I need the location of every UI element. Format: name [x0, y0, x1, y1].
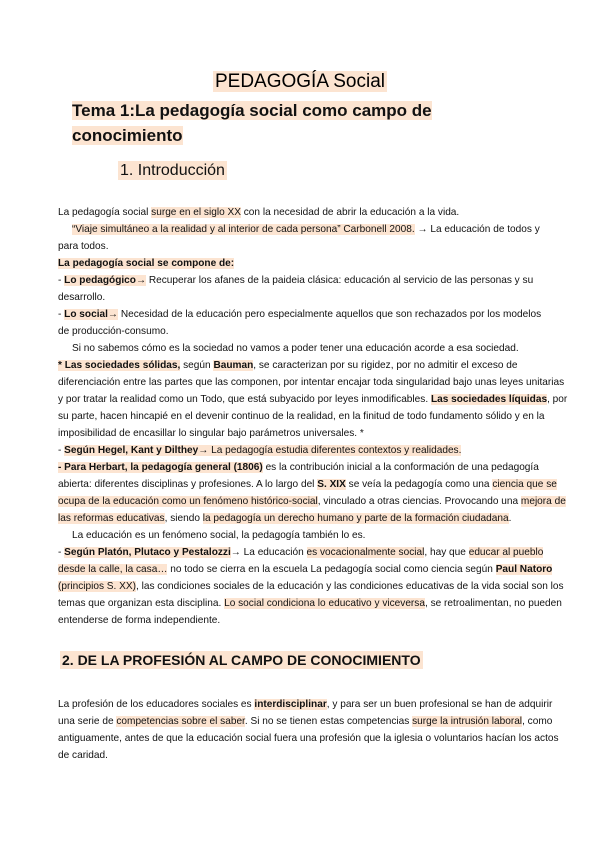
text-segment: con la necesidad de abrir la educación a la vida.: [240, 207, 460, 218]
text-segment: abierta: diferentes disciplinas y profesiones. A lo largo del: [58, 479, 318, 490]
text-segment: → La educación de todos y: [414, 224, 540, 235]
highlighted-text: mejora de: [520, 496, 566, 507]
text-segment: , las condiciones sociales de la educación y las condiciones educativas de la vida social son los: [135, 581, 564, 592]
text-segment: desarrollo.: [58, 292, 106, 303]
text-line: [58, 358, 518, 373]
highlighted-text: → La pedagogía estudia diferentes contextos y realidades.: [198, 445, 462, 456]
text-segment: , como: [522, 716, 553, 727]
highlighted-text: las reformas educativas: [58, 513, 165, 524]
text-segment: entenderse de forma independiente.: [58, 615, 221, 626]
highlighted-text: Según Platón, Plutaco y Pestalozzi: [64, 547, 231, 558]
text-line: [58, 494, 566, 509]
text-line: [58, 392, 567, 407]
text-segment: La pedagogía social: [58, 207, 152, 218]
text-segment: -: [58, 309, 65, 320]
section2-heading: 2. DE LA PROFESIÓN AL CAMPO DE CONOCIMIENTO: [62, 652, 421, 668]
text-segment: y por tratar la realidad como un Todo, que está subyacido por leyes inmodificables.: [58, 394, 431, 405]
text-segment: su parte, hacen hincapié en el devenir continuo de la realidad, en la finitud de todo fundamento sólido y en la: [58, 411, 545, 422]
highlighted-text: ocupa de la educación como un fenómeno histórico-social: [58, 496, 318, 507]
highlighted-text: “Viaje simultáneo a la realidad y al interior de cada persona” Carbonell 2008.: [72, 224, 415, 235]
text-line: [58, 545, 543, 560]
text-segment: Necesidad de la educación pero especialmente aquellos que son rechazados por los modelos: [118, 309, 542, 320]
text-line: [58, 273, 533, 288]
text-segment: -: [58, 275, 65, 286]
text-line: [58, 239, 109, 254]
text-line: [58, 290, 105, 305]
text-line: [58, 596, 562, 611]
highlighted-text: es vocacionalmente social: [306, 547, 425, 558]
text-line: [58, 375, 564, 390]
text-segment: diferenciación entre las partes que las componen, por intentar encajar toda singularidad bajo unas leyes unitarias: [58, 377, 565, 388]
text-segment: -: [58, 445, 65, 456]
highlighted-text: Las sociedades líquidas: [430, 394, 548, 405]
text-line: [58, 256, 234, 271]
highlighted-text: la pedagogía un derecho humano y parte de la formación ciudadana: [202, 513, 509, 524]
text-line: [72, 222, 540, 237]
highlighted-text: - Para Herbart, la pedagogía general (1806): [58, 462, 263, 473]
highlighted-text: competencias sobre el saber: [116, 716, 245, 727]
text-line: [58, 460, 539, 475]
highlighted-text: surge la intrusión laboral: [412, 716, 523, 727]
text-segment: para todos.: [58, 241, 109, 252]
text-segment: antiguamente, antes de que la educación social fuera una profesión que la iglesia o voluntarios hacían los actos: [58, 733, 559, 744]
highlighted-text: La pedagogía social se compone de:: [58, 258, 235, 269]
text-line: [58, 426, 364, 441]
text-line: [72, 341, 519, 356]
highlighted-text: Según Hegel, Kant y Dilthey: [64, 445, 199, 456]
text-line: [58, 748, 108, 763]
text-segment: , y para ser un buen profesional se han de adquirir: [326, 699, 553, 710]
text-line: [58, 443, 461, 458]
text-line: [58, 511, 511, 526]
text-line: [58, 714, 552, 729]
text-line: [58, 477, 557, 492]
text-segment: , hay que: [424, 547, 469, 558]
text-segment: , se caracterizan por su rigidez, por no admitir el exceso de: [253, 360, 518, 371]
intro-heading: 1. Introducción: [120, 162, 225, 179]
text-segment: una serie de: [58, 716, 117, 727]
highlighted-text: desde la calle, la casa…: [58, 564, 168, 575]
highlighted-text: Paul Natoro: [495, 564, 553, 575]
text-segment: de producción-consumo.: [58, 326, 169, 337]
text-segment: -: [58, 547, 65, 558]
highlighted-text: Bauman: [213, 360, 254, 371]
text-segment: La educación es un fenómeno social, la pedagogía también lo es.: [72, 530, 366, 541]
text-line: [58, 613, 220, 628]
text-segment: Recuperar los afanes de la paideia clásica: educación al servicio de las personas y su: [146, 275, 534, 286]
text-line: [58, 205, 459, 220]
text-line: [58, 409, 545, 424]
text-segment: se veía la pedagogía como una: [345, 479, 493, 490]
text-segment: , siendo: [164, 513, 203, 524]
text-segment: , se retroalimentan, no pueden: [424, 598, 562, 609]
text-segment: es la contribución inicial a la conformación de una pedagogía: [262, 462, 539, 473]
highlighted-text: Lo social condiciona lo educativo y viceversa: [224, 598, 425, 609]
tema-heading: Tema 1:La pedagogía social como campo de conocimiento: [72, 101, 432, 145]
highlighted-text: Lo pedagógico→: [64, 275, 147, 286]
text-segment: . Si no se tienen estas competencias: [244, 716, 413, 727]
highlighted-text: educar al pueblo: [468, 547, 544, 558]
text-line: [58, 324, 169, 339]
text-line: [58, 307, 541, 322]
text-line: [58, 731, 559, 746]
text-segment: , vinculado a otras ciencias. Provocando una: [317, 496, 521, 507]
text-segment: no todo se cierra en la escuela La pedagogía social como ciencia según: [167, 564, 496, 575]
text-segment: imposibilidad de encasillar lo singular bajo parámetros universales. *: [58, 428, 364, 439]
text-segment: de caridad.: [58, 750, 108, 761]
highlighted-text: (principios S. XX): [58, 581, 136, 592]
highlighted-text: Lo social→: [64, 309, 119, 320]
highlighted-text: ciencia que se: [492, 479, 557, 490]
text-segment: .: [508, 513, 512, 524]
document-title: PEDAGOGÍA Social: [214, 71, 385, 92]
text-line: [58, 579, 564, 594]
text-line: [72, 528, 365, 543]
highlighted-text: interdisciplinar: [254, 699, 327, 710]
text-segment: , por: [547, 394, 568, 405]
text-segment: según: [180, 360, 214, 371]
highlighted-text: surge en el siglo XX: [151, 207, 241, 218]
highlighted-text: S. XIX: [317, 479, 346, 490]
text-line: [58, 562, 552, 577]
text-line: [58, 697, 552, 712]
text-segment: temas que organizan esta disciplina.: [58, 598, 225, 609]
text-segment: → La educación: [230, 547, 307, 558]
text-segment: La profesión de los educadores sociales es: [58, 699, 255, 710]
text-segment: Si no sabemos cómo es la sociedad no vamos a poder tener una educación acorde a esa sociedad.: [72, 343, 519, 354]
highlighted-text: * Las sociedades sólidas,: [58, 360, 181, 371]
